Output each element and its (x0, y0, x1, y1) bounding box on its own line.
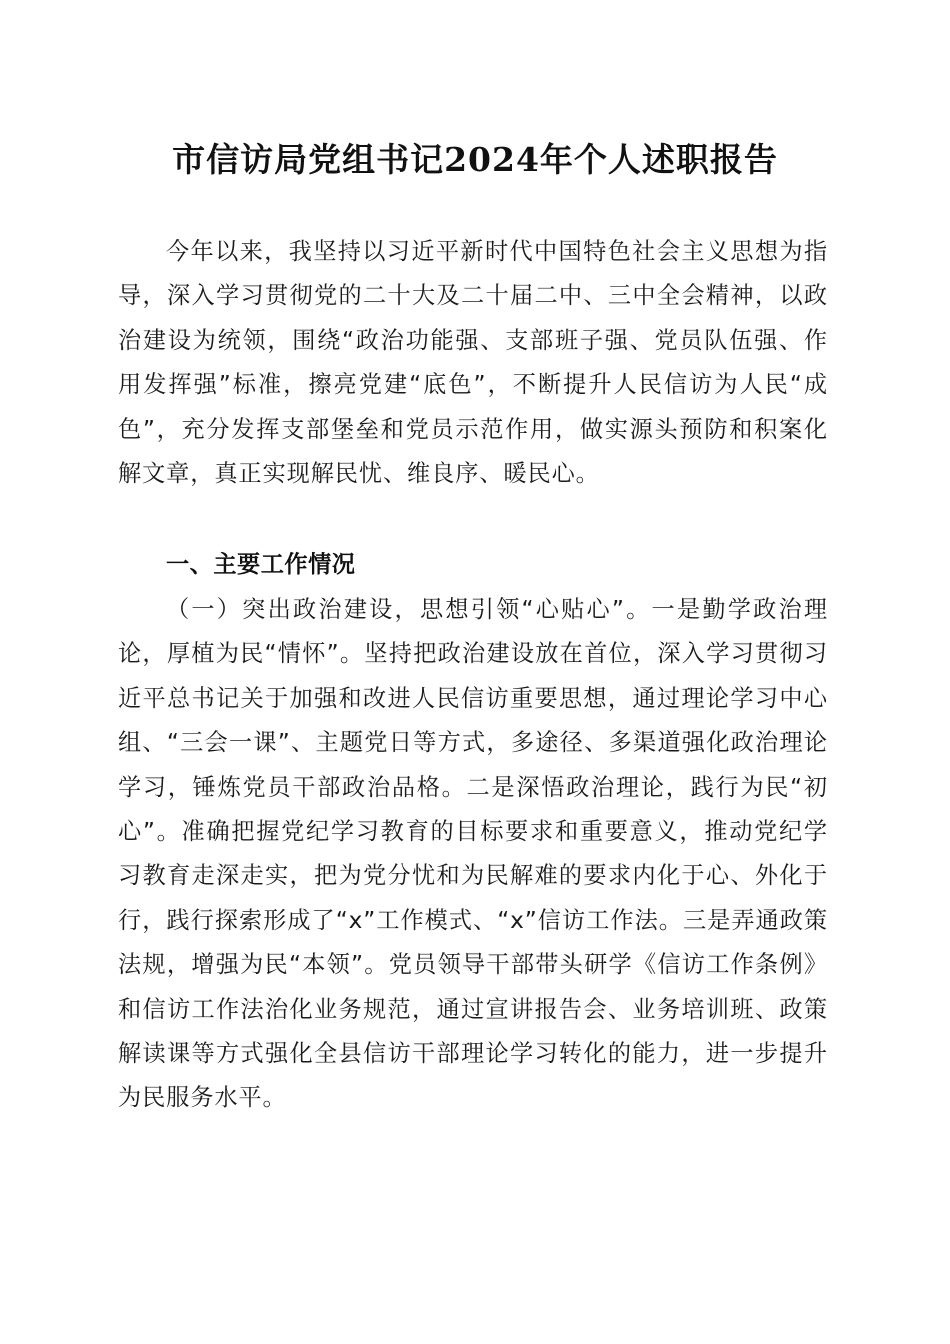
section-heading: 一、主要工作情况 (166, 551, 356, 578)
section-paragraph: （一）突出政治建设，思想引领“心贴心”。一是勤学政治理论，厚植为民“情怀”。坚持把政治建设放在首位，深入学习贯彻习近平总书记关于加强和改进人民信访重要思想，通过理论学习中心组、“三会一课”、主题党日等方式，多途径、多渠道强化政治理论学习，锤炼党员干部政治品格。二是深悟政治理论，践行为民“初心”。准确把握党纪学习教育的目标要求和重要意义，推动党纪学习教育走深走实，把为党分忧和为民解难的要求内化于心、外化于行，践行探索形成了“x”工作模式、“x”信访工作法。三是弄通政策法规，增强为民“本领”。党员领导干部带头研学《信访工作条例》和信访工作法治化业务规范，通过宣讲报告会、业务培训班、政策解读课等方式强化全县信访干部理论学习转化的能力，进一步提升为民服务水平。 (118, 596, 828, 1112)
document-title: 市信访局党组书记2024年个人述职报告 (172, 140, 778, 179)
intro-paragraph: 今年以来，我坚持以习近平新时代中国特色社会主义思想为指导，深入学习贯彻党的二十大及二十届二中、三中全会精神，以政治建设为统领，围绕“政治功能强、支部班子强、党员队伍强、作用发挥强”标准，擦亮党建“底色”，不断提升人民信访为人民“成色”，充分发挥支部堡垒和党员示范作用，做实源头预防和积案化解文章，真正实现解民忧、维良序、暖民心。 (118, 238, 828, 488)
